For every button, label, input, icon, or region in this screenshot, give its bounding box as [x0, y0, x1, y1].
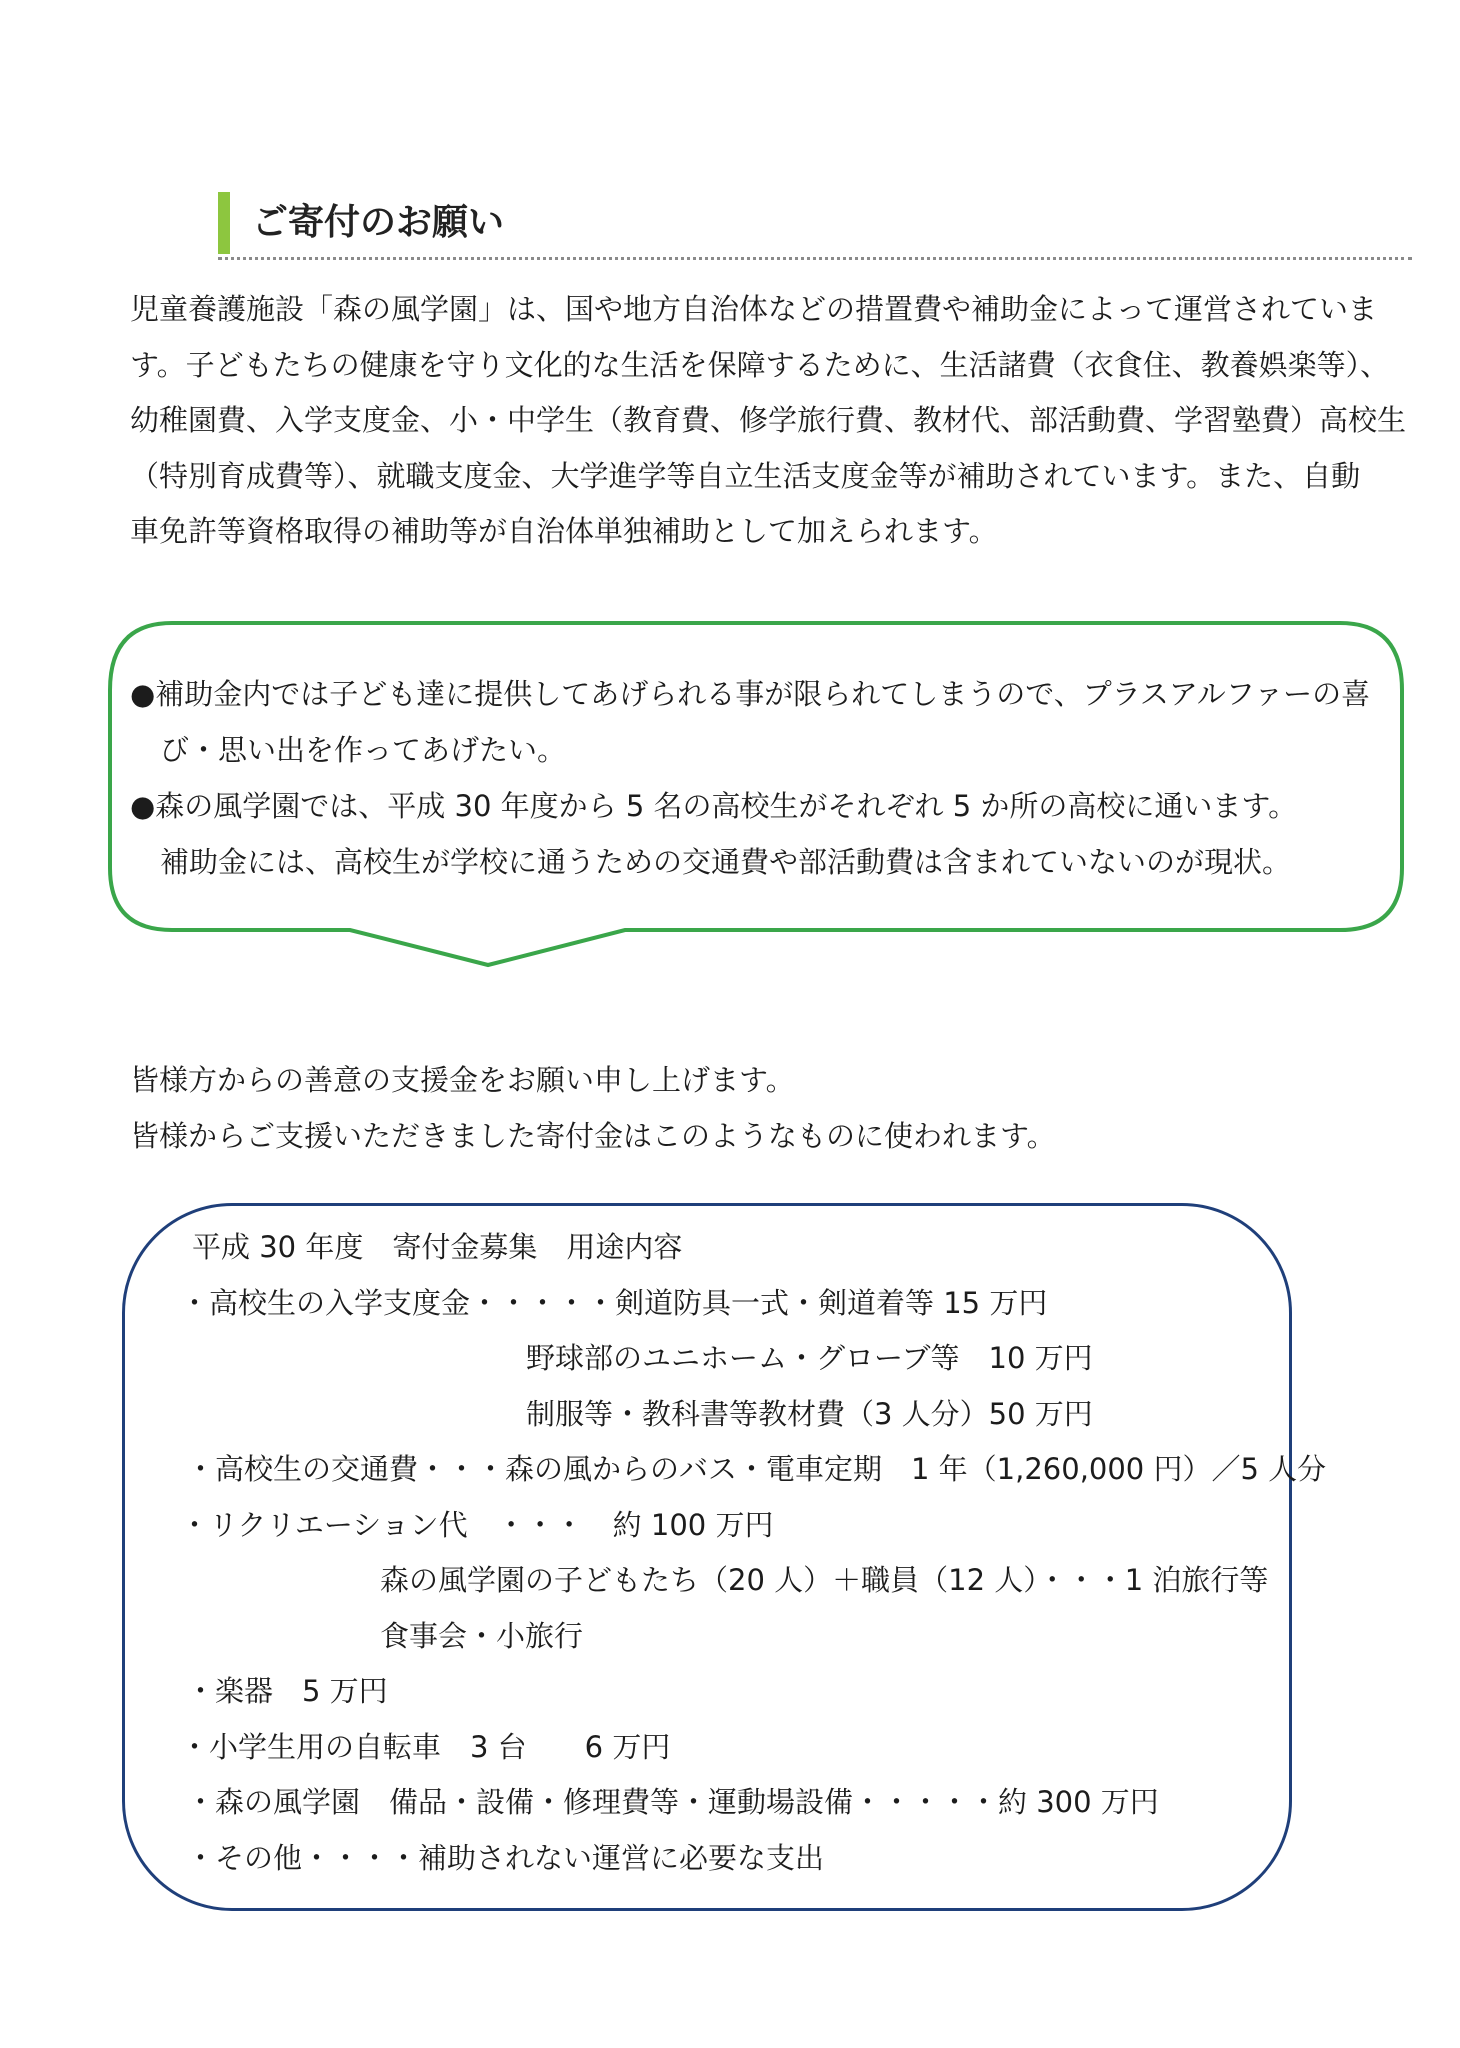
appeal-text	[130, 1052, 1380, 1164]
usage-item: 食事会・小旅行	[380, 1618, 584, 1653]
bubble-line: 補助金には、高校生が学校に通うための交通費や部活動費は含まれていないのが現状。	[160, 845, 1292, 879]
intro-line: 幼稚園費、入学支度金、小・中学生（教育費、修学旅行費、教材代、部活動費、学習塾費）高校生	[130, 403, 1407, 437]
usage-item: ・小学生用の自転車 3 台 6 万円	[180, 1729, 671, 1764]
bubble-line: び・思い出を作ってあげたい。	[160, 733, 567, 767]
usage-item: 制服等・教科書等教材費（3 人分）50 万円	[526, 1396, 1093, 1431]
heading-text: ご寄付のお願い	[252, 202, 505, 243]
intro-line: す。子どもたちの健康を守り文化的な生活を保障するために、生活諸費（衣食住、教養娯楽等）、	[130, 347, 1390, 382]
usage-item: ・高校生の交通費・・・森の風からのバス・電車定期 1 年（1,260,000 円）／5 人分	[186, 1452, 1327, 1486]
bubble-line: ●補助金内では子ども達に提供してあげられる事が限られてしまうので、プラスアルファーの喜	[130, 677, 1371, 711]
appeal-line: 皆様方からの善意の支援金をお願い申し上げます。	[130, 1063, 795, 1097]
bubble-line: ●森の風学園では、平成 30 年度から 5 名の高校生がそれぞれ 5 か所の高校に通います。	[130, 789, 1298, 823]
page-heading	[218, 192, 504, 254]
bubble-content	[130, 666, 1380, 890]
usage-list	[0, 1220, 1460, 1886]
intro-line: （特別育成費等）、就職支度金、大学進学等自立生活支度金等が補助されています。また、自動	[130, 458, 1361, 493]
appeal-line: 皆様からご支援いただきました寄付金はこのようなものに使われます。	[130, 1119, 1056, 1153]
usage-item: ・リクリエーション代 ・・・ 約 100 万円	[180, 1507, 774, 1542]
usage-item: 森の風学園の子どもたち（20 人）＋職員（12 人）・・・1 泊旅行等	[380, 1563, 1269, 1597]
usage-item: 野球部のユニホーム・グローブ等 10 万円	[526, 1341, 1093, 1375]
usage-item: ・高校生の入学支度金・・・・・剣道防具一式・剣道着等 15 万円	[180, 1285, 1048, 1320]
intro-paragraph	[130, 282, 1420, 560]
intro-line: 車免許等資格取得の補助等が自治体単独補助として加えられます。	[130, 514, 998, 548]
usage-item: ・森の風学園 備品・設備・修理費等・運動場設備・・・・・約 300 万円	[186, 1785, 1159, 1819]
usage-item: ・その他・・・・補助されない運営に必要な支出	[186, 1840, 825, 1875]
usage-title: 平成 30 年度 寄付金募集 用途内容	[192, 1230, 683, 1264]
heading-divider	[218, 257, 1412, 260]
usage-item: ・楽器 5 万円	[186, 1674, 388, 1708]
intro-line: 児童養護施設「森の風学園」は、国や地方自治体などの措置費や補助金によって運営されていま	[130, 292, 1378, 326]
